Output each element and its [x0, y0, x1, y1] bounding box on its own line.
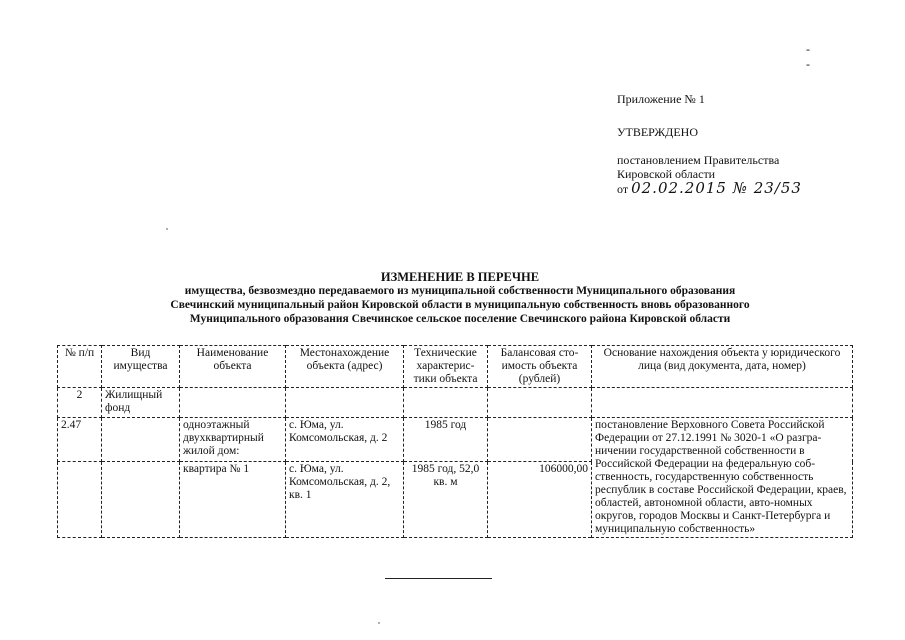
footer-separator-line — [385, 578, 492, 579]
cell-technical: 1985 год, 52,0 кв. м — [404, 462, 488, 538]
header-location: Местонахождение объекта (адрес) — [286, 346, 404, 388]
cell-basis: постановление Верховного Совета Российской Федерации от 27.12.1991 № 3020-1 «О разгра-ничении государственной собственности в Российской Федерации на федеральную соб-ственность, государственную собственность республик в составе Российской Федерации, краев, областей, автономной области, авто-номных округов, городов Москвы и Санкт-Петербурга и муниципальную собственность» — [592, 418, 853, 538]
table-row — [58, 388, 853, 418]
approval-line-1: постановлением Правительства — [617, 153, 780, 167]
cell-number: 2.47 — [58, 418, 102, 462]
cell-number: 2 — [58, 388, 102, 418]
cell-balance-value — [488, 388, 592, 418]
cell-balance-value — [488, 418, 592, 462]
approved-label: УТВЕРЖДЕНО — [617, 125, 699, 139]
cell-number — [58, 462, 102, 538]
cell-basis — [592, 388, 853, 418]
cell-property-type — [102, 462, 180, 538]
cell-object-name — [180, 388, 286, 418]
table-header-row — [58, 346, 853, 388]
cell-property-type — [102, 418, 180, 462]
heading-line-3: Муниципального образования Свечинское сельское поселение Свечинского района Кировской области — [189, 313, 731, 325]
header-basis: Основание нахождения объекта у юридического лица (вид документа, дата, номер) — [592, 346, 853, 388]
handwritten-date-number: 02.02.2015 № 23/53 — [631, 179, 802, 197]
document-title: ИЗМЕНЕНИЕ В ПЕРЕЧНЕ — [380, 270, 540, 284]
approval-block — [617, 92, 877, 196]
cell-object-name: одноэтажный двухквартирный жилой дом: — [180, 418, 286, 462]
header-object-name: Наименование объекта — [180, 346, 286, 388]
header-technical: Технические характерис-тики объекта — [404, 346, 488, 388]
table-row — [58, 418, 853, 462]
cell-location: с. Юма, ул. Комсомольская, д. 2 — [286, 418, 404, 462]
approval-date-line — [617, 181, 877, 196]
cell-location — [286, 388, 404, 418]
property-table — [57, 345, 853, 538]
header-property-type: Вид имущества — [102, 346, 180, 388]
cell-object-name: квартира № 1 — [180, 462, 286, 538]
corner-marks: - - — [806, 42, 840, 71]
cell-technical: 1985 год — [404, 418, 488, 462]
cell-location: с. Юма, ул. Комсомольская, д. 2, кв. 1 — [286, 462, 404, 538]
cell-technical — [404, 388, 488, 418]
heading-line-2: Свечинский муниципальный район Кировской области в муниципальную собственность вновь образованного — [170, 299, 750, 311]
appendix-label: Приложение № 1 — [617, 92, 705, 106]
stray-dot — [378, 622, 380, 624]
document-heading — [110, 270, 810, 326]
header-number: № п/п — [58, 346, 102, 388]
approval-line-2: Кировской области — [617, 167, 716, 181]
cell-property-type: Жилищный фонд — [102, 388, 180, 418]
stray-dot — [166, 228, 168, 230]
cell-balance-value: 106000,00 — [488, 462, 592, 538]
header-balance-value: Балансовая сто-имость объекта (рублей) — [488, 346, 592, 388]
heading-line-1: имущества, безвозмездно передаваемого из муниципальной собственности Муниципального образования — [184, 285, 736, 297]
date-prefix: от — [617, 182, 629, 196]
